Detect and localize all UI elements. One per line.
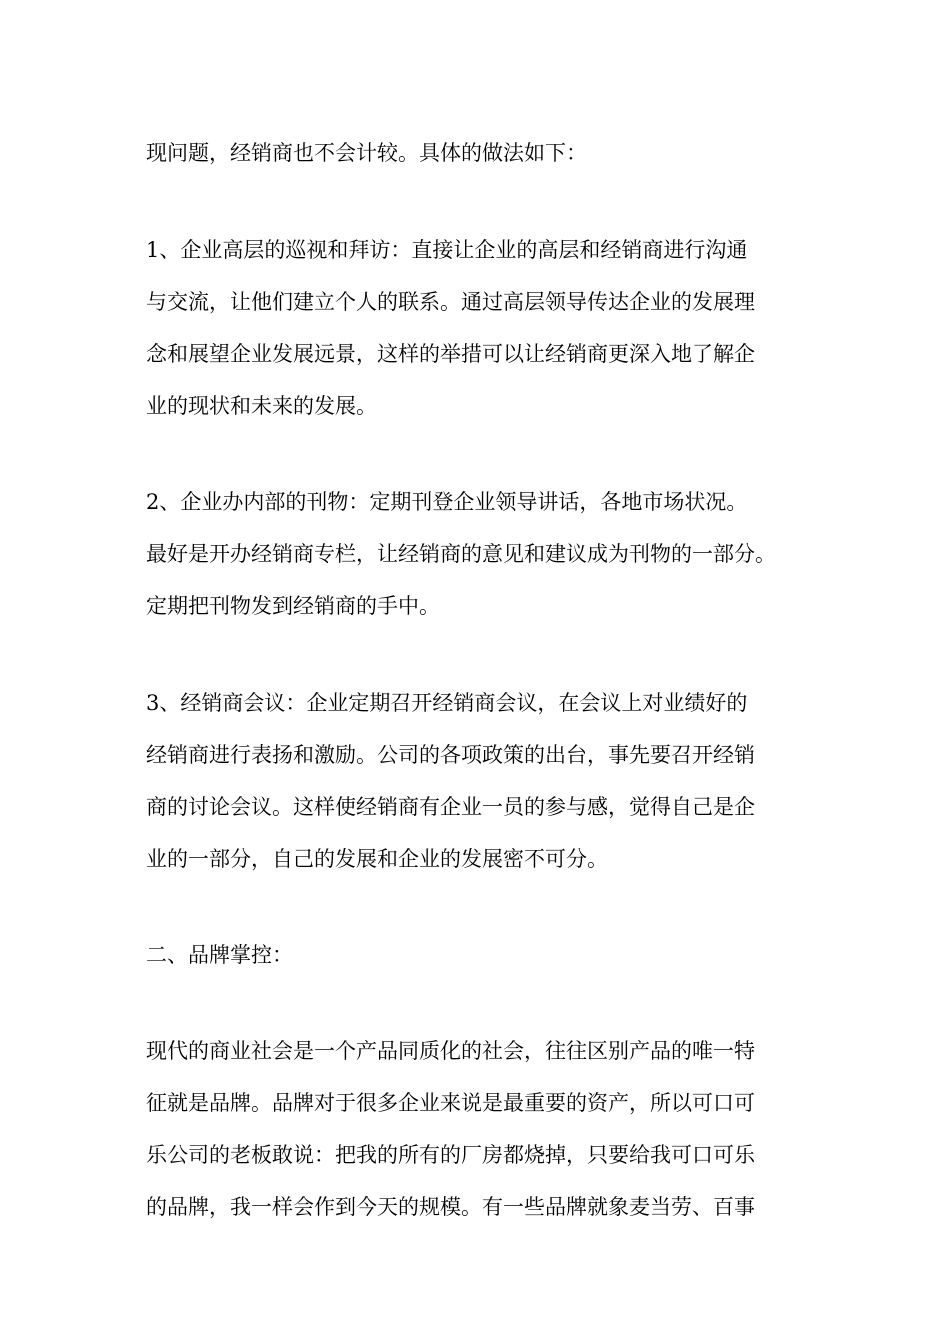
body-text-line: 经销商进行表扬和激励。公司的各项政策的出台，事先要召开经销 [146,743,755,767]
body-text-line: 与交流，让他们建立个人的联系。通过高层领导传达企业的发展理 [146,290,755,314]
body-text-line: 现代的商业社会是一个产品同质化的社会，往往区别产品的唯一特 [146,1039,755,1063]
list-item-1-line: 1、企业高层的巡视和拜访：直接让企业的高层和经销商进行沟通 [146,238,748,262]
list-item-2-line: 2、企业办内部的刊物：定期刊登企业领导讲话，各地市场状况。 [146,490,748,514]
body-text-line: 乐公司的老板敢说：把我的所有的厂房都烧掉，只要给我可口可乐 [146,1143,755,1167]
body-text-line: 定期把刊物发到经销商的手中。 [146,594,440,618]
body-text-line: 的品牌，我一样会作到今天的规模。有一些品牌就象麦当劳、百事 [146,1195,755,1219]
body-text-line: 念和展望企业发展远景，这样的举措可以让经销商更深入地了解企 [146,342,755,366]
body-text-line: 现问题，经销商也不会计较。具体的做法如下： [146,141,587,165]
body-text-line: 业的现状和未来的发展。 [146,394,377,418]
body-text-line: 商的讨论会议。这样使经销商有企业一员的参与感，觉得自己是企 [146,795,755,819]
body-text-line: 业的一部分，自己的发展和企业的发展密不可分。 [146,847,608,871]
body-text-line: 最好是开办经销商专栏，让经销商的意见和建议成为刊物的一部分。 [146,542,776,566]
list-item-3-line: 3、经销商会议：企业定期召开经销商会议，在会议上对业绩好的 [146,691,748,715]
section-heading: 二、品牌掌控： [146,943,293,967]
body-text-line: 征就是品牌。品牌对于很多企业来说是最重要的资产，所以可口可 [146,1091,755,1115]
